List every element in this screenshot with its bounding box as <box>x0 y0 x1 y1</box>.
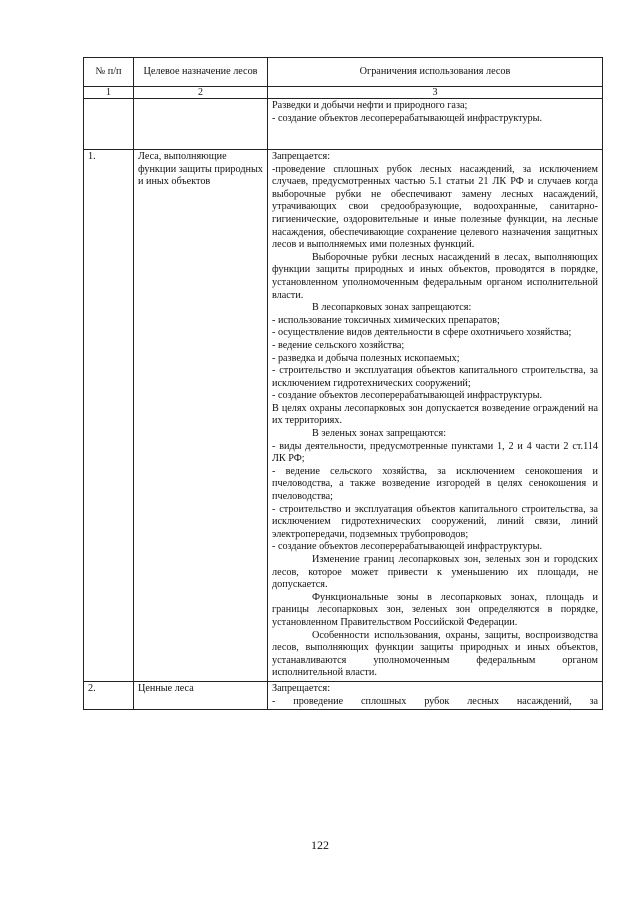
restriction-line: - проведение сплошных рубок лесных насаждений, за <box>272 695 598 707</box>
row-number: 2. <box>84 681 134 709</box>
restriction-paragraph: Функциональные зоны в лесопарковых зонах, площадь и границы лесопарковых зон, зеленых зон определяются в порядке, установленном Правительством Российской Федерации. <box>272 591 598 628</box>
restriction-paragraph: - ведение сельского хозяйства; <box>272 339 405 351</box>
row-number: 1. <box>84 150 134 682</box>
row-restrictions <box>268 681 603 709</box>
restriction-paragraph: Выборочные рубки лесных насаждений в лесах, выполняющих функции защиты природных и иных объектов, проводятся в порядке, установленном уполномоченным федеральным органом исполнительной власти. <box>272 251 598 301</box>
restriction-paragraph: - строительство и эксплуатация объектов капитального строительства, за исключением гидротехнических сооружений; <box>272 365 598 389</box>
restriction-paragraph: -проведение сплошных рубок лесных насаждений, за исключением случаев, предусмотренных частью 5.1 статьи 21 ЛК РФ и случаев когда выборочные рубки не обеспечивают замену лесных насаждений, утрачивающих свои средообразующие, водоохранные, санитарно-гигиенические, оздоровительные и иные полезные функции, на лесные насаждения, обеспечивающие сохранение целевого назначения защитных лесов и выполняемых ими полезных функций. <box>272 163 598 251</box>
restriction-paragraph: - создание объектов лесоперерабатывающей инфраструктуры. <box>272 541 543 553</box>
restriction-paragraph: - использование токсичных химических препаратов; <box>272 314 500 326</box>
column-number-3: 3 <box>268 87 603 99</box>
restriction-paragraph: - строительство и эксплуатация объектов капитального строительства, за исключением гидротехнических сооружений, линий связи, линий электропередачи, подземных трубопроводов; <box>272 503 598 540</box>
row-restrictions <box>268 150 603 682</box>
restriction-paragraph: В целях охраны лесопарковых зон допускается возведение ограждений на их территориях. <box>272 402 598 427</box>
continuation-line: - создание объектов лесоперерабатывающей инфраструктуры. <box>272 112 543 124</box>
restriction-line: Запрещается: <box>272 682 331 694</box>
continuation-line: Разведки и добычи нефти и природного газа; <box>272 100 468 111</box>
restriction-paragraph: - ведение сельского хозяйства, за исключением сенокошения и пчеловодства, а также возведение изгородей в целях сенокошения и пчеловодства; <box>272 465 598 503</box>
page-number: 122 <box>311 838 329 852</box>
table-row-valuable-forests <box>84 681 603 709</box>
row-purpose: Леса, выполняющие функции защиты природных и иных объектов <box>134 150 268 682</box>
restriction-paragraph: - осуществление видов деятельности в сфере охотничьего хозяйства; <box>272 327 572 339</box>
restriction-paragraph: Запрещается: <box>272 151 331 162</box>
row-purpose: Ценные леса <box>134 681 268 709</box>
table-header-row <box>84 58 603 87</box>
restriction-paragraph: - создание объектов лесоперерабатывающей инфраструктуры. <box>272 390 543 402</box>
continuation-text <box>268 99 603 150</box>
column-number-row <box>84 87 603 99</box>
restriction-paragraph: Особенности использования, охраны, защиты, воспроизводства лесов, выполняющих функции защиты природных и иных объектов, устанавливаются уполномоченным федеральным органом исполнительной власти. <box>272 629 598 679</box>
column-number-2: 2 <box>134 87 268 99</box>
forest-restrictions-table <box>83 57 603 710</box>
restriction-paragraph: В лесопарковых зонах запрещаются: <box>312 302 472 314</box>
table-row-protective-forests <box>84 150 603 682</box>
header-purpose: Целевое назначение лесов <box>134 58 268 87</box>
header-restrictions: Ограничения использования лесов <box>268 58 603 87</box>
restriction-paragraph: - разведка и добыча полезных ископаемых; <box>272 352 460 364</box>
restriction-paragraph: - виды деятельности, предусмотренные пунктами 1, 2 и 4 части 2 ст.114 ЛК РФ; <box>272 440 598 465</box>
header-number: № п/п <box>84 58 134 87</box>
restriction-paragraph: Изменение границ лесопарковых зон, зеленых зон и городских лесов, которое может привести к уменьшению их площади, не допускается. <box>272 554 598 591</box>
continuation-row <box>84 99 603 150</box>
restriction-paragraph: В зеленых зонах запрещаются: <box>312 428 447 440</box>
column-number-1: 1 <box>84 87 134 99</box>
